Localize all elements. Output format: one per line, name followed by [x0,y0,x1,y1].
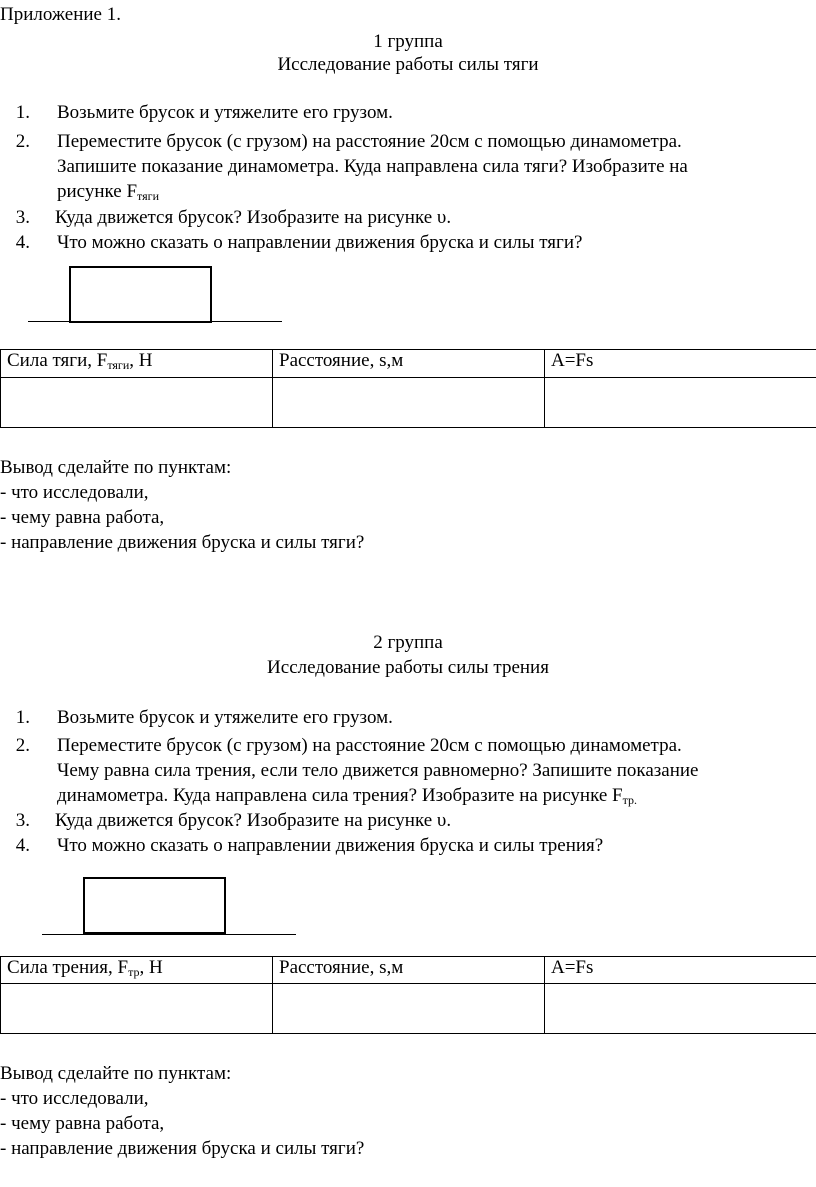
table-header-cell: Расстояние, s,м [273,957,545,984]
group2-ground-line [42,934,296,935]
conclusion-item: - чему равна работа, [0,1113,165,1134]
table-header-cell: A=Fs [545,350,816,378]
group1-block-figure [69,266,212,323]
force-symbol: F [126,181,138,202]
table-header-cell: Сила трения, $F_{тр}$, Н [1,957,273,984]
conclusion-item: - направление движения бруска и силы тяги? [0,1138,365,1159]
group2-block-figure [83,877,226,934]
table-header-cell: Расстояние, s,м [273,350,545,378]
table-header-row [1,350,816,378]
step-line: Запишите показание динамометра. Куда направлена сила тяги? Изобразите на [57,156,688,177]
table-cell[interactable] [1,378,273,428]
group2-conclusion-title: Вывод сделайте по пунктам: [0,1063,232,1084]
group1-conclusion-title: Вывод сделайте по пунктам: [0,457,232,478]
table-row [1,984,816,1034]
table-row [1,378,816,428]
group2-title: 2 группа [373,632,443,653]
step-line: динамометра. Куда направлена сила трения? Изобразите на рисунке $F_{тр.}$ [57,785,638,807]
table-header-cell: Сила тяги, $F_{тяги}$, Н [1,350,273,378]
conclusion-item: - чему равна работа, [0,507,165,528]
step-line: Чему равна сила трения, если тело движется равномерно? Запишите показание [57,760,699,781]
conclusion-item: - направление движения бруска и силы тяги? [0,532,365,553]
table-cell[interactable] [273,984,545,1034]
group1-title: 1 группа [373,31,443,52]
table-header-cell: A=Fs [545,957,816,984]
group1-subtitle: Исследование работы силы тяги [277,54,539,75]
step-line: рисунке $F_{тяги}$ [57,181,159,203]
appendix-title: Приложение 1. [0,4,121,25]
conclusion-item: - что исследовали, [0,1088,149,1109]
table-header-row [1,957,816,984]
table-cell[interactable] [1,984,273,1034]
group1-ground-line [28,321,282,322]
group2-table [0,956,816,1034]
table-cell[interactable] [545,378,816,428]
conclusion-item: - что исследовали, [0,482,149,503]
force-symbol: F [612,785,623,806]
table-cell[interactable] [545,984,816,1034]
group1-table [0,349,816,428]
group2-subtitle: Исследование работы силы трения [267,657,549,678]
table-cell[interactable] [273,378,545,428]
